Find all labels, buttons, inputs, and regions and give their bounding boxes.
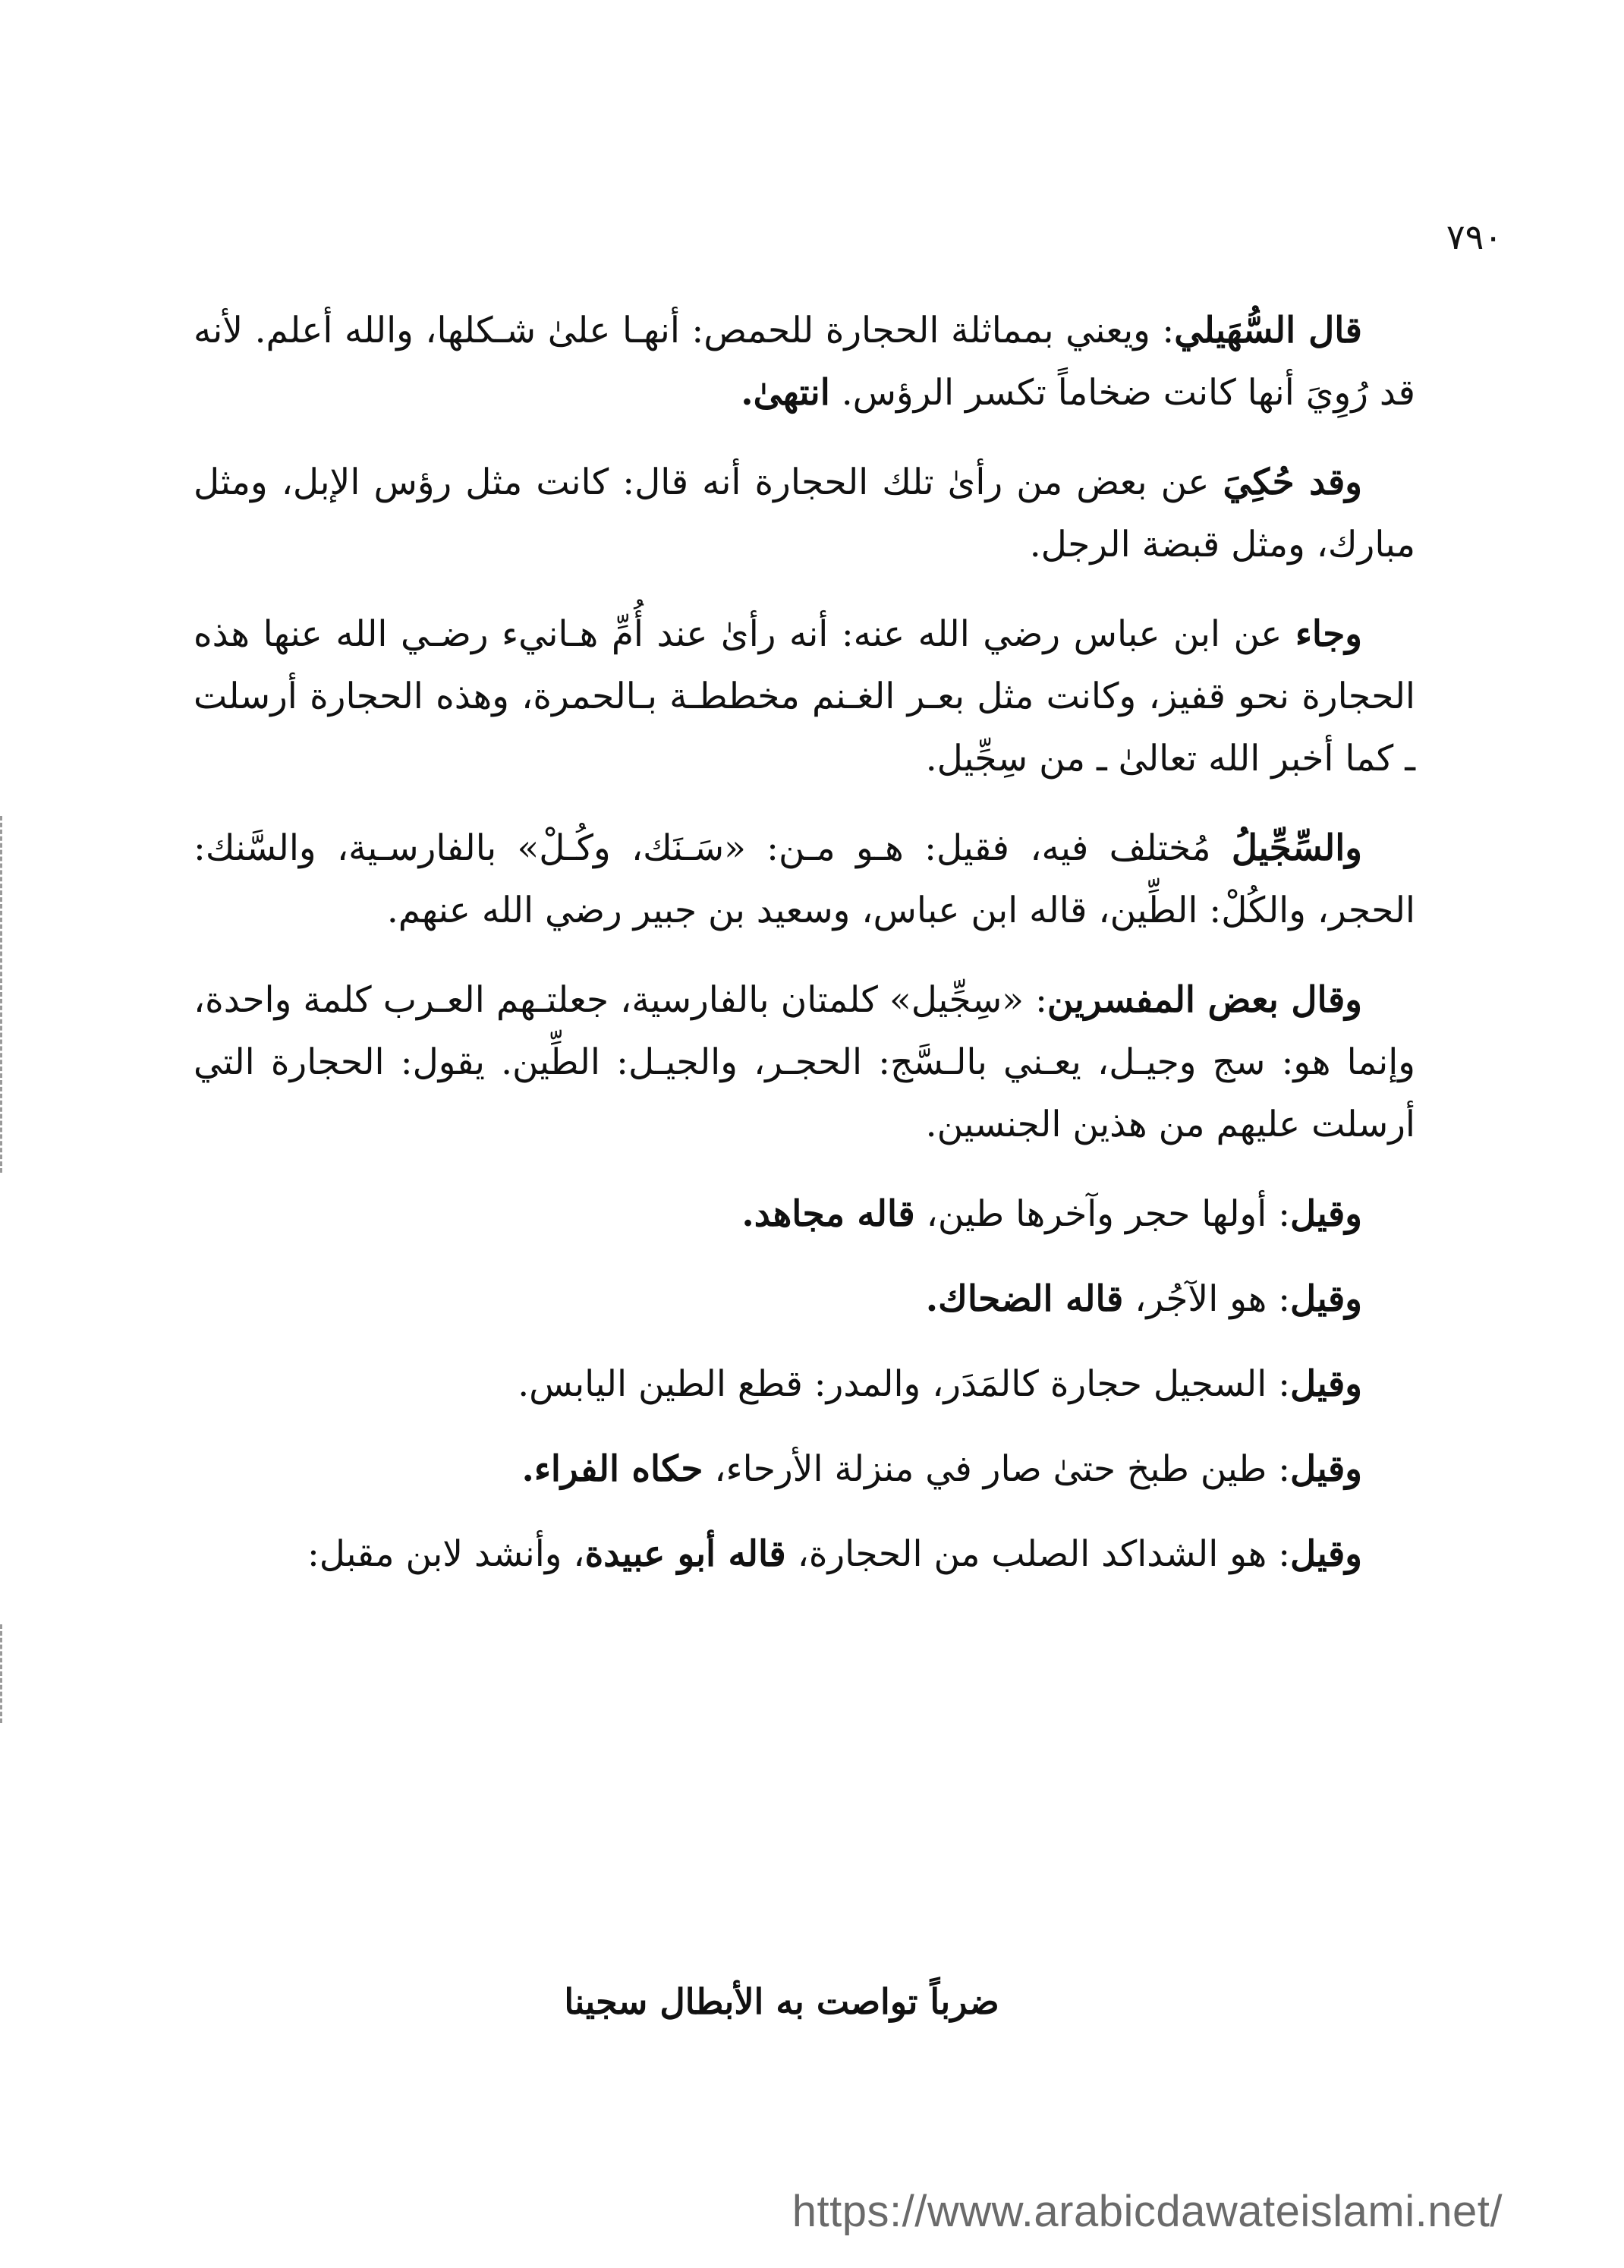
qil-item-dahhak [194, 1268, 1415, 1331]
margin-mark-lower [0, 1624, 5, 1723]
qil-item-farra [194, 1438, 1415, 1501]
qil-item-madar [194, 1353, 1415, 1416]
paragraph-text: : «سِجِّيل» كلمتان بالفارسية، جعلتـهم العـرب كلمة واحدة، وإنما هو: سج وجيـل، يعـني بالـسَّج: الحجـر، والجيـل: الطِّين. يقول: الحجارة التي أرسلت عليهم من هذين الجنسين. [194, 979, 1415, 1145]
paragraph-lead: وقال بعض المفسرين [1046, 979, 1362, 1021]
watermark-url: https://www.arabicdawateislami.net/ [792, 2187, 1503, 2236]
poetry-verse: ضرباً تواصت به الأبطال سجينا [564, 1981, 999, 2022]
paragraph-lead: وقد حُكِيَ [1223, 461, 1362, 503]
qil-lead: وقيل [1290, 1533, 1362, 1575]
qil-attribution: قاله أبو عبيدة [584, 1533, 786, 1575]
qil-text-after: ، وأنشد لابن مقبل: [307, 1533, 585, 1575]
paragraph-tail: انتهىٰ. [741, 372, 830, 414]
paragraph-lead: وجاء [1295, 613, 1362, 655]
qil-lead: وقيل [1290, 1278, 1362, 1320]
paragraph-text: مُختلف فيه، فقيل: هـو مـن: «سَـنَك، وكُـلْ» بالفارسـية، والسَّنك: الحجر، والكُلْ: الطِّين، قاله ابن عباس، وسعيد بن جبير رضي الله عنهم. [194, 827, 1415, 931]
paragraph-suhayli [194, 300, 1415, 424]
qil-text: : السجيل حجارة كالمَدَر، والمدر: قطع الطين اليابس. [518, 1363, 1291, 1405]
paragraph-text: عن ابن عباس رضي الله عنه: أنه رأىٰ عند أُمِّ هـانيء رضـي الله عنها هذه الحجارة نحو قفيز، وكانت مثل بعـر الغـنم مخططـة بـالحمرة، وهذه الحجارة أرسلت ـ كما أخبر الله تعالىٰ ـ من سِجِّيل. [194, 613, 1415, 780]
qil-lead: وقيل [1290, 1448, 1362, 1490]
paragraph-text: : ويعني بمماثلة الحجارة للحمص: أنهـا علىٰ شـكلها، والله أعلم. لأنه قد رُوِيَ أنها كانت ضخاماً تكسر الرؤس. [194, 310, 1415, 414]
qil-attribution: حكاه الفراء. [521, 1448, 703, 1490]
qil-item-mujahid [194, 1183, 1415, 1246]
qil-text: : أولها حجر وآخرها طين، [914, 1193, 1291, 1235]
paragraph-lead: والسِّجِّيلُ [1231, 827, 1362, 869]
paragraph-lead: قال السُّهَيلي [1174, 310, 1363, 351]
paragraph-sijjil [194, 817, 1415, 942]
paragraph-ibn-abbas [194, 603, 1415, 790]
qil-text: : طين طبخ حتىٰ صار في منزلة الأرحاء، [703, 1448, 1291, 1490]
page-body [194, 300, 1415, 1608]
page-number: ٧٩٠ [1446, 216, 1503, 257]
margin-mark-upper [0, 816, 5, 1173]
qil-attribution: قاله الضحاك. [925, 1278, 1124, 1320]
qil-item-abu-ubayda [194, 1523, 1415, 1586]
qil-text: : هو الشداكد الصلب من الحجارة، [785, 1533, 1291, 1575]
qil-text: : هو الآجُر، [1123, 1278, 1291, 1320]
paragraph-text: عن بعض من رأىٰ تلك الحجارة أنه قال: كانت مثل رؤس الإبل، ومثل مبارك، ومثل قبضة الرجل. [194, 461, 1415, 565]
paragraph-mufassirin [194, 969, 1415, 1156]
qil-lead: وقيل [1290, 1193, 1362, 1235]
paragraph-hukiya [194, 452, 1415, 576]
qil-attribution: قاله مجاهد. [741, 1193, 915, 1235]
qil-lead: وقيل [1290, 1363, 1362, 1405]
